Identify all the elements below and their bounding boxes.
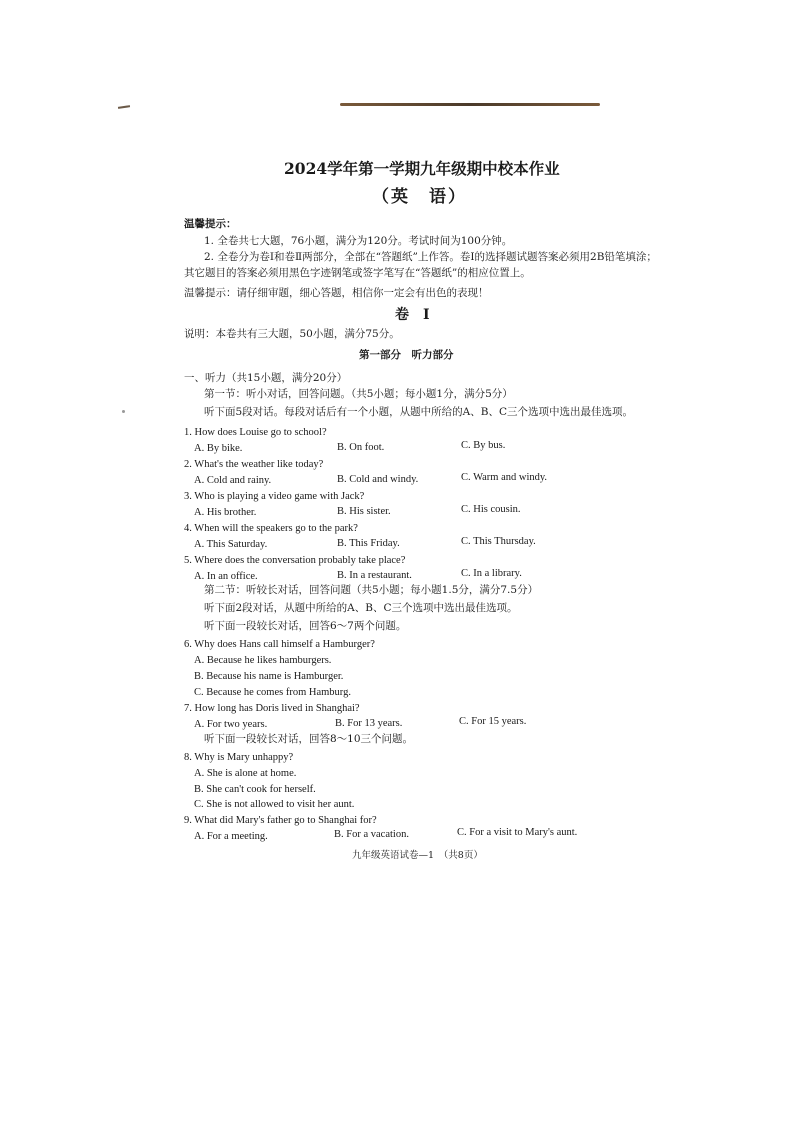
scan-dot (122, 410, 125, 413)
q2-option-b: B. Cold and windy. (337, 474, 419, 485)
question-1: 1. How does Louise go to school? (184, 427, 327, 438)
q6-option-a: A. Because he likes hamburgers. (194, 655, 332, 666)
subsection-1-instruction: 听下面5段对话。每段对话后有一个小题，从题中所给的A、B、C三个选项中选出最佳选项。 (204, 406, 634, 418)
q8-option-c: C. She is not allowed to visit her aunt. (194, 799, 355, 810)
q2-option-c: C. Warm and windy. (461, 472, 548, 483)
dialogue-instruction-1: 听下面一段较长对话，回答6～7两个问题。 (204, 620, 407, 632)
q9-option-a: A. For a meeting. (194, 831, 268, 842)
q3-option-a: A. His brother. (194, 507, 257, 518)
question-3: 3. Who is playing a video game with Jack? (184, 491, 365, 502)
q7-option-c: C. For 15 years. (459, 716, 527, 727)
q2-option-a: A. Cold and rainy. (194, 475, 272, 486)
volume-description: 说明：本卷共有三大题，50小题，满分75分。 (184, 328, 400, 340)
q1-option-c: C. By bus. (461, 440, 506, 451)
q4-option-a: A. This Saturday. (194, 539, 268, 550)
q3-option-c: C. His cousin. (461, 504, 521, 515)
notice-item-2-cont: 其它题目的答案必须用黑色字迹钢笔或签字笔写在“答题纸”的相应位置上。 (184, 267, 531, 279)
q5-option-b: B. In a restaurant. (337, 570, 412, 581)
q6-option-c: C. Because he comes from Hamburg. (194, 687, 351, 698)
question-8: 8. Why is Mary unhappy? (184, 752, 294, 763)
scan-mark (118, 105, 130, 109)
q5-option-a: A. In an office. (194, 571, 258, 582)
notice-tip: 温馨提示：请仔细审题，细心答题，相信你一定会有出色的表现！ (184, 287, 489, 299)
top-decorative-rule (340, 103, 600, 106)
subsection-2-heading: 第二节：听较长对话，回答问题（共5小题；每小题1.5分，满分7.5分） (204, 584, 539, 596)
question-9: 9. What did Mary's father go to Shanghai for? (184, 815, 377, 826)
notice-item-1: 1. 全卷共七大题，76小题，满分为120分。考试时间为100分钟。 (204, 235, 513, 247)
question-5: 5. Where does the conversation probably take place? (184, 555, 406, 566)
q7-option-b: B. For 13 years. (335, 718, 403, 729)
q4-option-b: B. This Friday. (337, 538, 400, 549)
q9-option-c: C. For a visit to Mary's aunt. (457, 827, 578, 838)
dialogue-instruction-2: 听下面一段较长对话，回答8～10三个问题。 (204, 733, 414, 745)
subsection-2-instruction: 听下面2段对话，从题中所给的A、B、C三个选项中选出最佳选项。 (204, 602, 518, 614)
volume-heading: 卷 Ⅰ (395, 307, 430, 323)
page-footer: 九年级英语试卷—1 （共8页） (352, 850, 483, 861)
q9-option-b: B. For a vacation. (334, 829, 409, 840)
q3-option-b: B. His sister. (337, 506, 391, 517)
q1-option-a: A. By bike. (194, 443, 243, 454)
q4-option-c: C. This Thursday. (461, 536, 536, 547)
q6-option-b: B. Because his name is Hamburger. (194, 671, 344, 682)
q8-option-b: B. She can't cook for herself. (194, 784, 316, 795)
q8-option-a: A. She is alone at home. (194, 768, 297, 779)
question-2: 2. What's the weather like today? (184, 459, 324, 470)
notice-item-2: 2. 全卷分为卷Ⅰ和卷Ⅱ两部分，全部在“答题纸”上作答。卷Ⅰ的选择题试题答案必须用2B铅笔填涂； (204, 251, 657, 263)
section-heading: 一、听力（共15小题，满分20分） (184, 372, 348, 384)
exam-title: 2024学年第一学期九年级期中校本作业 (284, 159, 560, 178)
question-7: 7. How long has Doris lived in Shanghai? (184, 703, 360, 714)
notice-heading: 温馨提示： (184, 218, 237, 230)
part-heading: 第一部分 听力部分 (359, 349, 454, 361)
question-4: 4. When will the speakers go to the park? (184, 523, 358, 534)
q5-option-c: C. In a library. (461, 568, 522, 579)
question-6: 6. Why does Hans call himself a Hamburger? (184, 639, 375, 650)
q1-option-b: B. On foot. (337, 442, 385, 453)
q7-option-a: A. For two years. (194, 719, 268, 730)
exam-subject: （英 语） (372, 187, 467, 207)
subsection-1-heading: 第一节：听小对话，回答问题。（共5小题；每小题1分，满分5分） (204, 388, 513, 400)
